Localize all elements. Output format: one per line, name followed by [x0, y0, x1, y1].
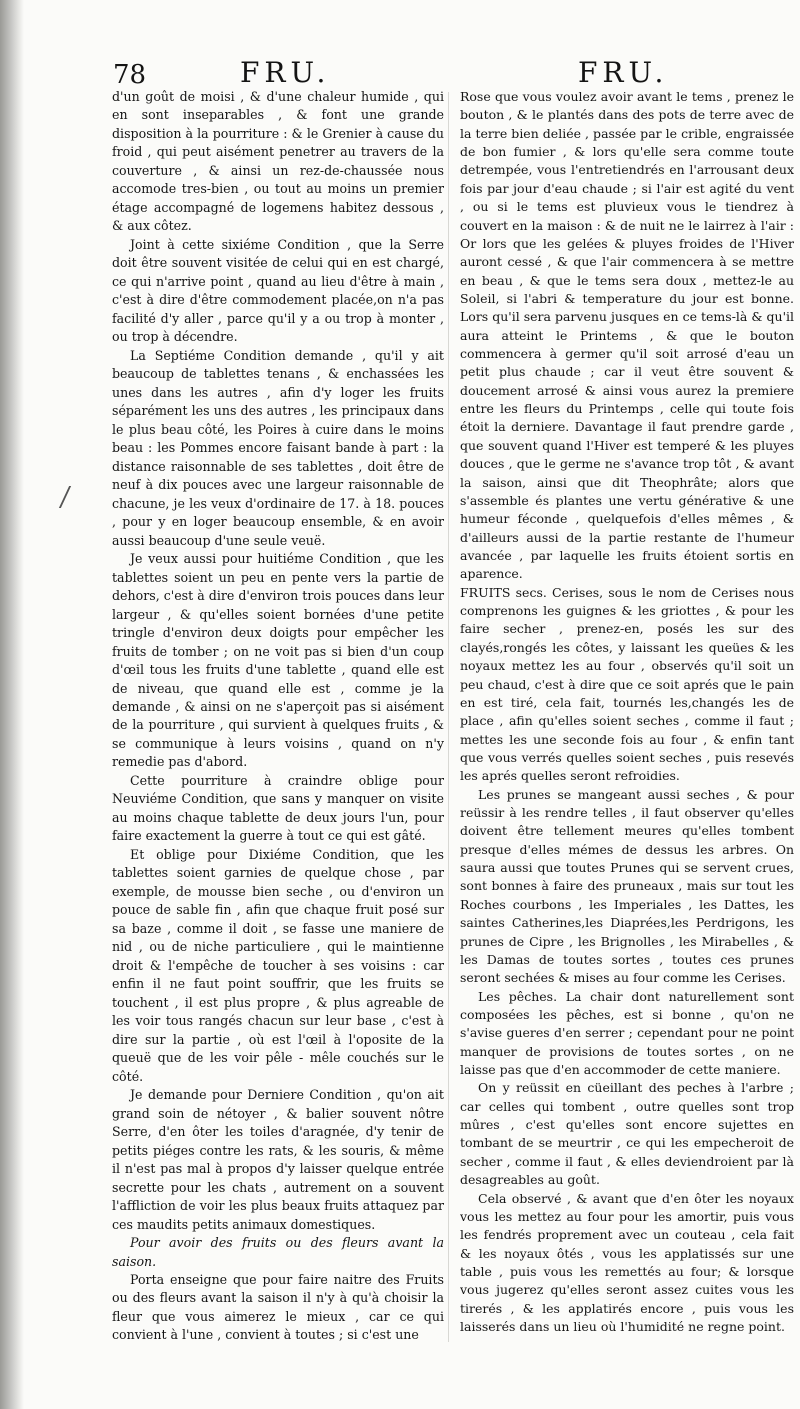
left-paragraph-2: Joint à cette sixiéme Condition , que la Serre doit être souvent visitée de celui qui en est chargé, ce qui n'arrive point , quand au lieu d'être à main , c'est à dire d'être commodement placée,on n'a pas facilité d'y aller , parce qu'il y a ou trop à monter , ou trop à décendre. [112, 236, 444, 345]
section-heading: Pour avoir des fruits ou des fleurs avant la saison. [112, 1235, 444, 1269]
right-column [460, 88, 794, 1348]
left-paragraph-5: Cette pourriture à craindre oblige pour Neuviéme Condition, que sans y manquer on visite au moins chaque tablette de deux jours l'un, pour faire exactement la guerre à tout ce qui est gâté. [112, 772, 444, 844]
right-paragraph-1: Rose que vous voulez avoir avant le tems , prenez le bouton , & le plantés dans des pots de terre avec de la terre bien deliée , passée par le crible, engraissée de bon fumier , & lors qu'elle sera comme toute detrempée, vous l'entretiendrés en l'arrousant deux fois par jour d'eau chaude ; si l'air est agité du vent , ou si le tems est pluvieux vous le tiendrez à couvert en la maison : & de nuit ne le lairrez à l'air : Or lors que les gelées & pluyes froides de l'Hiver auront cessé , & que l'air commencera à se mettre en beau , & que le tems sera doux , mettez-le au Soleil, si l'abri & temperature du jour est bonne. Lors qu'il sera parvenu jusques en ce tems-là & qu'il aura atteint le Printems , & que le bouton commencera à germer qu'il soit arrosé d'eau un petit plus chaude ; car il veut être souvent & doucement arrosé & ainsi vous aurez la premiere entre les fleurs du Printemps , celle qui toute fois étoit la derniere. Davantage il faut prendre garde , que souvent quand l'Hiver est temperé & les pluyes douces , que le germe ne s'avance trop tôt , & avant la saison, ainsi que dit Theophrâte; alors que s'assemble és plantes une vertu générative & une humeur féconde , quelquefois d'elles mêmes , & d'ailleurs aussi de la partie restante de l'humeur avancée , par laquelle les fruits étoient sortis en aparence. [460, 89, 794, 582]
right-paragraph-4: Les pêches. La chair dont naturellement sont composées les pêches, est si bonne , qu'on ne s'avise gueres d'en serrer ; cependant pour ne point manquer de provisions de toutes sortes , on ne laisse pas que d'en accommoder de cette maniere. [460, 988, 794, 1078]
running-head-left: FRU. [240, 56, 331, 89]
page-number: 78 [113, 60, 147, 90]
binding-shadow [0, 0, 24, 1409]
left-paragraph-3: La Septiéme Condition demande , qu'il y ait beaucoup de tablettes tenans , & enchassées les unes dans les autres , afin d'y loger les fruits séparément les uns des autres , les principaux dans le plus beau côté, les Poires à cuire dans le moins beau : les Pommes encore faisant bande à part : la distance raisonnable de ses tablettes , doit être de neuf à dix pouces avec une largeur raisonnable de chacune, je les veux d'ordinaire de 17. à 18. pouces , pour y en loger beaucoup ensemble, & en avoir aussi beaucoup d'une seule veuë. [112, 347, 444, 548]
right-paragraph-6: Cela observé , & avant que d'en ôter les noyaux vous les mettez au four pour les amortir, puis vous les fendrés proprement avec un couteau , cela fait & les noyaux ôtés , vous les applatissés sur une table , puis vous les remettés au four; & lorsque vous jugerez qu'elles seront assez cuites vous les tirerés , & les applatirés encore , puis vous les laisserés dans un lieu où l'humidité ne regne point. [460, 1190, 794, 1335]
left-paragraph-1: d'un goût de moisi , & d'une chaleur humide , qui en sont inseparables , & font une grande disposition à la pourriture : & le Grenier à cause du froid , qui peut aisément penetrer au travers de la couverture , & ainsi un rez-de-chaussée nous accomode tres-bien , ou tout au moins un premier étage accompagné de logemens habitez dessous , & aux côtez. [112, 89, 444, 234]
margin-pen-mark [59, 486, 87, 508]
column-divider [448, 92, 449, 1342]
right-paragraph-2: FRUITS secs. Cerises, sous le nom de Cerises nous comprenons les guignes & les griottes , & pour les faire secher , prenez-en, posés les sur des clayés,rongés les côtes, y laissant les queües & les noyaux mettez les au four , observés qu'il soit un peu chaud, c'est à dire que ce soit aprés que le pain en est tiré, cela fait, tournés les,changés les de place , afin qu'elles soient seches , comme il faut ; mettes les une seconde fois au four , & enfin tant que vous verrés quelles soient seches , puis resevés les aprés quelles seront refroidies. [460, 584, 794, 784]
left-paragraph-9: Porta enseigne que pour faire naitre des Fruits ou des fleurs avant la saison il n'y à qu'à choisir la fleur que vous aimerez le mieux , car ce qui convient à l'une , convient à toutes ; si c'est une [112, 1272, 444, 1343]
left-paragraph-7: Je demande pour Derniere Condition , qu'on ait grand soin de nétoyer , & balier souvent nôtre Serre, d'en ôter les toiles d'aragnée, d'y tenir de petits piéges contre les rats, & les souris, & même il n'est pas mal à propos d'y laisser quelque entrée secrette pour les chats , autrement on a souvent l'affliction de voir les plus beaux fruits attaquez par ces maudits petits animaux domestiques. [112, 1087, 444, 1232]
right-paragraph-3: Les prunes se mangeant aussi seches , & pour reüssir à les rendre telles , il faut observer qu'elles doivent être tellement meures qu'elles tombent presque d'elles mémes de dessus les arbres. On saura aussi que toutes Prunes qui se servent crues, sont bonnes à faire des pruneaux , mais sur tout les Roches courbons , les Imperiales , les Dattes, les saintes Catherines,les Diaprées,les Perdrigons, les prunes de Cipre , les Brignolles , les Mirabelles , & les Damas de toutes sortes , toutes ces prunes seront sechées & mises au four comme les Cerises. [460, 786, 794, 986]
right-paragraph-5: On y reüssit en cüeillant des peches à l'arbre ; car celles qui tombent , outre quelles sont trop mûres , c'est qu'elles sont encore sujettes en tombant de se meurtrir , ce qui les empecheroit de secher , comme il faut , & elles deviendroient par là desagreables au goût. [460, 1080, 794, 1188]
running-head-right: FRU. [578, 56, 669, 89]
left-paragraph-4: Je veux aussi pour huitiéme Condition , que les tablettes soient un peu en pente vers la partie de dehors, c'est à dire d'environ trois pouces dans leur largeur , & qu'elles soient bornées d'une petite tringle d'environ deux doigts pour empêcher les fruits de tomber ; on ne voit pas si bien d'un coup d'œil tous les fruits d'une tablette , quand elle est de niveau, que quand elle est , comme je la demande , & ainsi on ne s'aperçoit pas si aisément de la pourriture , qui survient à quelques fruits , & se communique à leurs voisins , quand on n'y remedie pas d'abord. [112, 551, 444, 770]
left-paragraph-6: Et oblige pour Dixiéme Condition, que les tablettes soient garnies de quelque chose , par exemple, de mousse bien seche , ou d'environ un pouce de sable fin , afin que chaque fruit posé sur sa baze , comme il doit , se fasse une maniere de nid , ou de niche particuliere , qui le maintienne droit & l'empêche de toucher à ses voisins : car enfin il ne faut point souffrir, que les fruits se touchent , il est plus propre , & plus agreable de les voir tous rangés chacun sur leur base , c'est à dire sur la partie , où est l'œil à l'oposite de la queuë que de les voir pêle - mêle couchés sur le côté. [112, 846, 444, 1084]
left-column [112, 88, 444, 1348]
